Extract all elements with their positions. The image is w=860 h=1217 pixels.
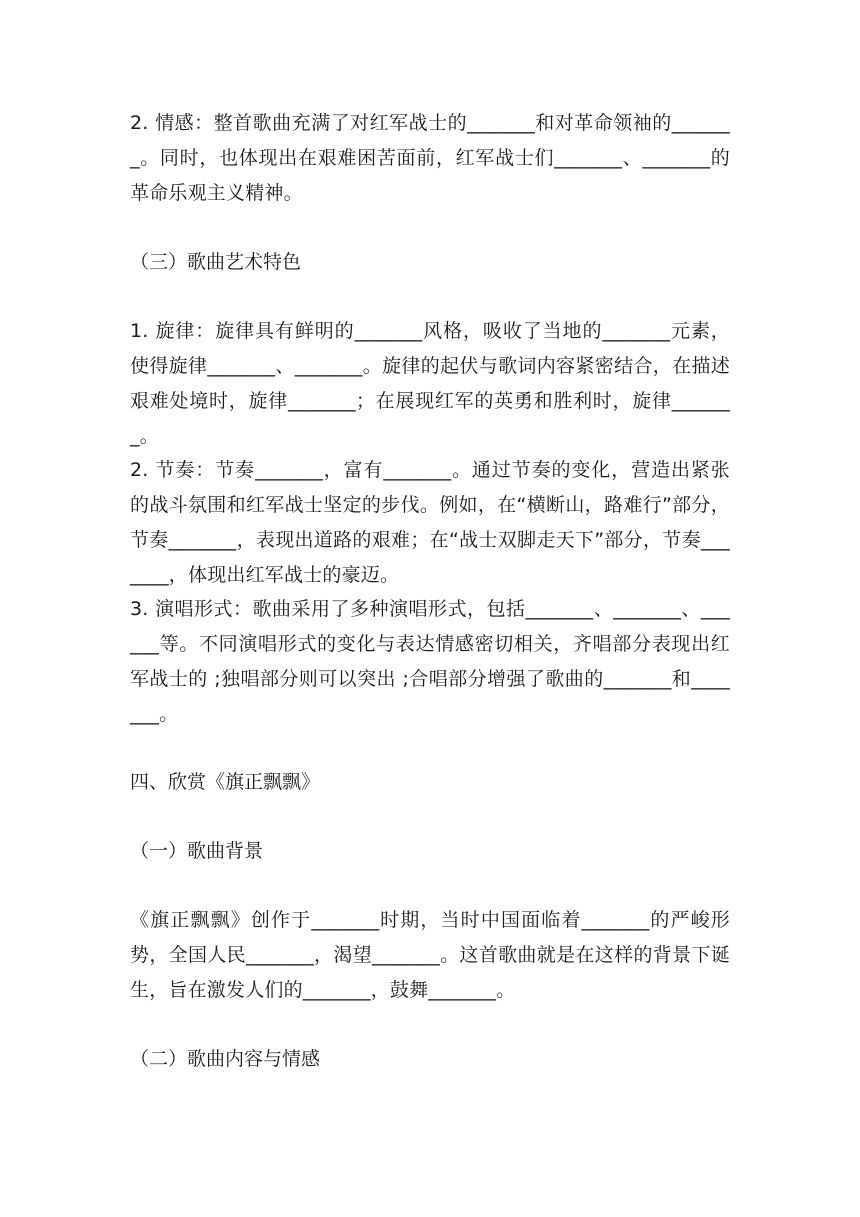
- paragraph-emotion: [130, 106, 730, 211]
- paragraph-background: [130, 903, 730, 1008]
- paragraph-emotion-text: 2. 情感：整首歌曲充满了对红军战士的_______和对革命领袖的_______。同时，也体现出在艰难困苦面前，红军战士们_______、_______的革命乐观主义精神。: [130, 112, 730, 204]
- heading-song-background: （一）歌曲背景: [130, 840, 264, 862]
- heading-art-features: （三）歌曲艺术特色: [130, 251, 302, 273]
- heading-section-four: 四、欣赏《旗正飘飘》: [130, 771, 321, 793]
- paragraph-singing-form: [130, 592, 730, 732]
- paragraph-rhythm: [130, 453, 730, 593]
- paragraph-rhythm-text: 2. 节奏：节奏_______，富有_______。通过节奏的变化，营造出紧张的战斗氛围和红军战士坚定的步伐。例如，在“横断山，路难行”部分，节奏_______，表现出道路的艰难；在“战士双脚走天下”部分，节奏_______，体现出红军战士的豪迈。: [130, 459, 730, 586]
- paragraph-singing-form-text: 3. 演唱形式：歌曲采用了多种演唱形式，包括_______、_______、______等。不同演唱形式的变化与表达情感密切相关，齐唱部分表现出红军战士的 ;独唱部分则可以突出 ;合唱部分增强了歌曲的_______和_______。: [130, 598, 730, 725]
- paragraph-melody: [130, 314, 730, 454]
- heading-song-content: （二）歌曲内容与情感: [130, 1048, 321, 1070]
- paragraph-melody-text: 1. 旋律：旋律具有鲜明的_______风格，吸收了当地的_______元素，使得旋律_______、_______。旋律的起伏与歌词内容紧密结合，在描述艰难处境时，旋律_______；在展现红军的英勇和胜利时，旋律_______。: [130, 320, 730, 447]
- paragraph-background-text: 《旗正飘飘》创作于_______时期，当时中国面临着_______的严峻形势，全国人民_______，渴望_______。这首歌曲就是在这样的背景下诞生，旨在激发人们的_______，鼓舞_______。: [130, 909, 730, 1001]
